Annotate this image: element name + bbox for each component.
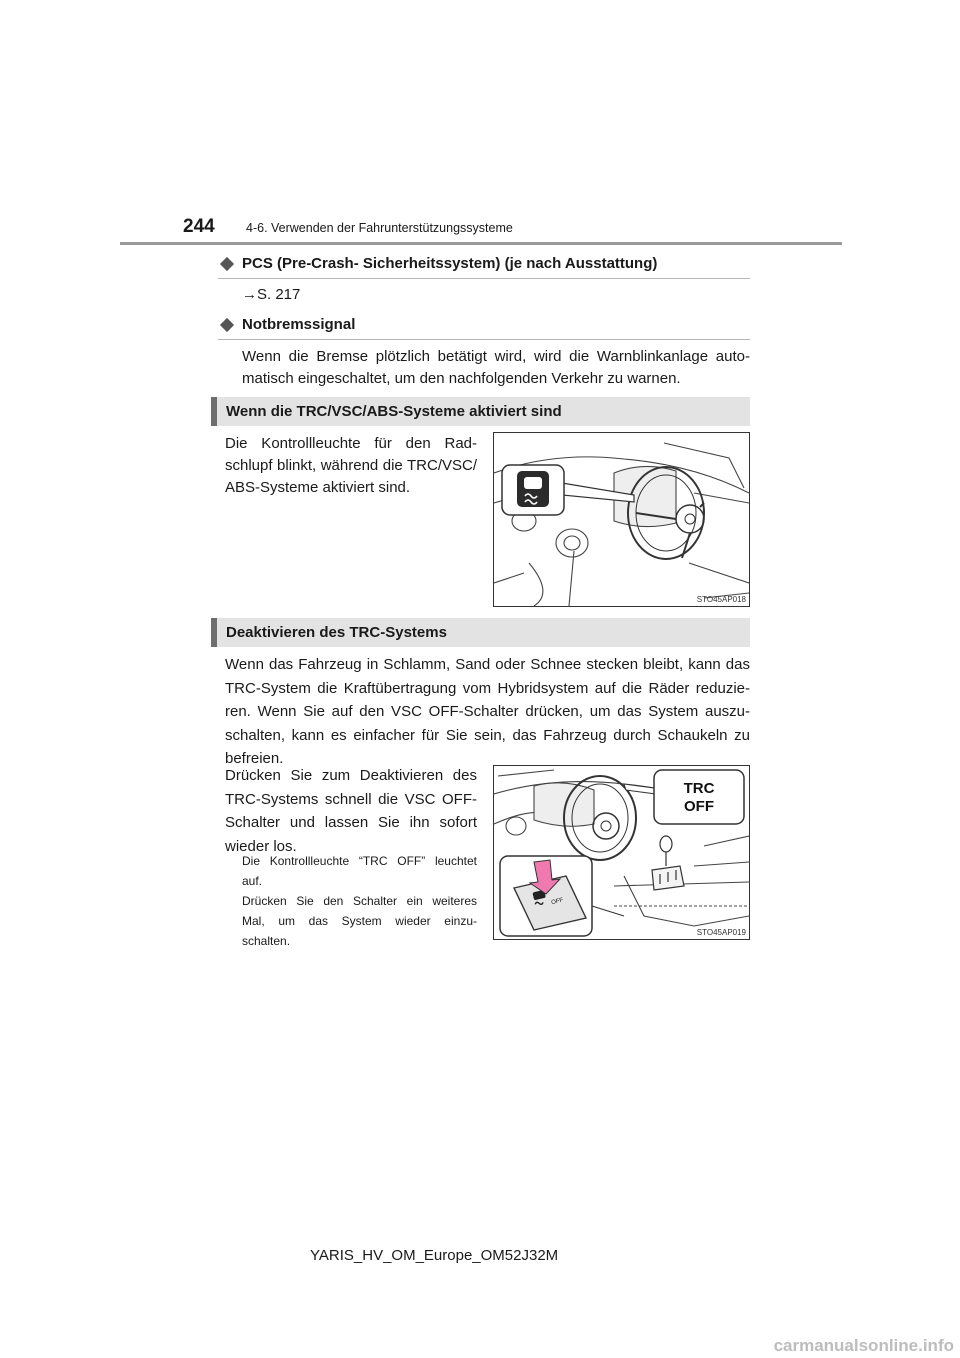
figure-code-1: STO45AP018 — [696, 595, 746, 604]
header-rule — [120, 242, 842, 245]
figure-code-2: STO45AP019 — [696, 928, 746, 937]
instruction-line-1: Drücken Sie zum Deaktivieren des — [225, 767, 477, 784]
dashboard-illustration — [494, 433, 749, 606]
console-illustration — [494, 766, 749, 939]
deactivate-line-4: schalten, kann es einfacher für Sie sein, das Fahrzeug durch Schaukeln zu — [225, 726, 750, 744]
emergency-line-2: matisch eingeschaltet, um den nachfolgenden Verkehr zu warnen. — [242, 370, 681, 387]
callout-off-text: OFF — [684, 798, 714, 815]
deactivate-paragraph — [225, 653, 750, 771]
watermark: carmanualsonline.info — [773, 1336, 954, 1355]
emergency-heading-text: Notbremssignal — [242, 316, 356, 333]
emergency-paragraph — [242, 346, 750, 390]
emergency-heading — [218, 316, 750, 340]
skid-indicator-icon — [517, 471, 549, 507]
deactivate-heading: Deaktivieren des TRC-Systems — [211, 618, 750, 647]
note-indicator-line-1: Die Kontrollleuchte “TRC OFF” leuchtet — [242, 854, 477, 868]
section-title: 4-6. Verwenden der Fahrunterstützungssysteme — [246, 221, 513, 235]
active-line-3: ABS-Systeme aktiviert sind. — [225, 479, 411, 496]
diamond-bullet-icon — [220, 317, 234, 331]
note-reenable — [242, 891, 477, 951]
note-indicator-line-2: auf. — [242, 874, 263, 888]
deactivate-line-5: befreien. — [225, 750, 284, 767]
dashboard-figure-2 — [493, 765, 750, 940]
dashboard-figure-1 — [493, 432, 750, 607]
deactivate-line-1: Wenn das Fahrzeug in Schlamm, Sand oder Schnee stecken bleibt, kann das — [225, 656, 750, 673]
callout-trc-text: TRC — [683, 780, 715, 797]
document-id: YARIS_HV_OM_Europe_OM52J32M — [310, 1247, 559, 1264]
note-reenable-line-2: Mal, um das System wieder einzu- — [242, 914, 477, 928]
instruction-line-2: TRC-Systems schnell die VSC OFF- — [225, 790, 477, 808]
instruction-line-4: wieder los. — [225, 837, 297, 855]
active-systems-heading: Wenn die TRC/VSC/ABS-Systeme aktiviert sind — [211, 397, 750, 426]
gear-shifter-illustration — [652, 836, 684, 890]
pcs-heading — [218, 255, 750, 279]
page-number: 244 — [183, 216, 215, 237]
active-paragraph — [225, 433, 477, 499]
diamond-bullet-icon — [220, 256, 234, 270]
note-indicator — [242, 851, 477, 891]
switch-off-text: OFF — [550, 897, 564, 907]
pcs-heading-text: PCS (Pre-Crash- Sicherheitssystem) (je nach Ausstattung) — [242, 255, 658, 272]
emergency-line-1: Wenn die Bremse plötzlich betätigt wird, wird die Warnblinkanlage auto- — [242, 348, 750, 365]
pcs-page-link[interactable]: →S. 217 — [242, 286, 301, 303]
active-line-2: schlupf blinkt, während die TRC/VSC/ — [225, 457, 477, 474]
note-reenable-line-3: schalten. — [242, 934, 291, 948]
note-reenable-line-1: Drücken Sie den Schalter ein weiteres — [242, 894, 477, 908]
instruction-line-3: Schalter und lassen Sie ihn sofort — [225, 814, 477, 831]
deactivate-line-3: ren. Wenn Sie auf den VSC OFF-Schalter drücken, um das System auszu- — [225, 703, 750, 720]
active-line-1: Die Kontrollleuchte für den Rad- — [225, 435, 477, 452]
instruction-paragraph — [225, 764, 477, 858]
deactivate-line-2: TRC-System die Kraftübertragung vom Hybridsystem auf die Räder reduzie- — [225, 679, 750, 697]
